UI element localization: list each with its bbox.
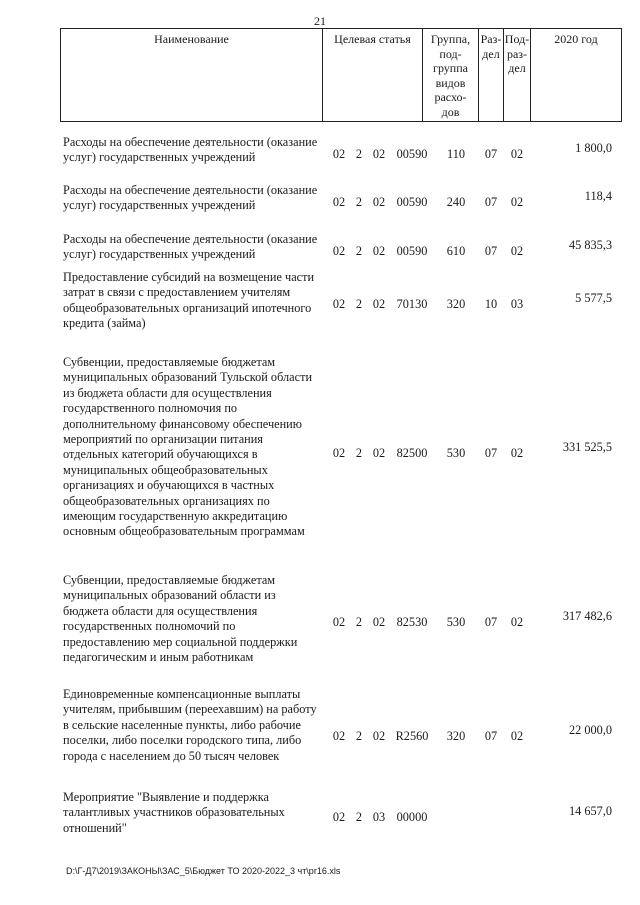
row-c2: 2 [355,195,363,209]
row-c3: 02 [372,244,386,258]
row-section: 07 [484,615,498,629]
row-section: 07 [484,446,498,460]
row-amount: 14 657,0 [568,804,612,818]
header-group-line: Группа, [430,32,471,46]
row-c4: 00000 [396,810,428,824]
table-row [60,687,620,779]
row-section: 07 [484,147,498,161]
row-c4: R2560 [395,729,429,743]
row-c3: 02 [372,615,386,629]
row-c2: 2 [355,810,363,824]
row-name: Субвенции, предоставляемые бюджетам муниципальных образований Тульской области из бюджета области для осуществления государственного полномочия по дополнительному финансовому обеспечению мероприятий по организации питания отдельных категорий обучающихся в муниципальных общеобразовательных организациях и обучающихся в частных общеобразовательных организациях по имеющим государственную аккредитацию основным общеобразовательным программам [63,355,313,539]
row-amount: 118,4 [584,189,612,203]
row-c1: 02 [332,446,346,460]
row-name: Мероприятие "Выявление и поддержка талантливых участников образовательных отношений" [63,790,285,835]
row-group: 530 [446,446,466,460]
table-row [60,790,620,838]
row-c2: 2 [355,297,363,311]
table-header [60,28,622,122]
row-c1: 02 [332,729,346,743]
row-c1: 02 [332,297,346,311]
header-name: Наименование [61,29,323,121]
row-c4: 82500 [396,446,428,460]
row-c3: 02 [372,729,386,743]
header-section [479,29,504,121]
row-section: 07 [484,244,498,258]
table-row [60,270,620,332]
row-c2: 2 [355,446,363,460]
table-row [60,573,620,665]
row-amount: 331 525,5 [562,440,612,454]
row-name: Расходы на обеспечение деятельности (оказание услуг) государственных учреждений [63,232,318,262]
row-c4: 82530 [396,615,428,629]
row-c3: 02 [372,297,386,311]
row-group: 610 [446,244,466,258]
row-name: Расходы на обеспечение деятельности (оказание услуг) государственных учреждений [63,135,318,165]
header-subsection-line: раз- [506,46,528,61]
row-c2: 2 [355,244,363,258]
row-subsection: 03 [510,297,524,311]
row-subsection: 02 [510,195,524,209]
row-section: 10 [484,297,498,311]
table-row [60,232,620,264]
row-c3: 02 [372,446,386,460]
row-subsection: 02 [510,244,524,258]
header-group-line: группа [433,61,468,75]
page-number: 21 [314,14,326,28]
row-subsection: 02 [510,147,524,161]
row-c3: 02 [372,147,386,161]
row-c1: 02 [332,195,346,209]
header-group-line: расхо- [434,90,467,104]
row-amount: 1 800,0 [575,141,612,155]
row-section: 07 [484,729,498,743]
header-subsection-line: дел [508,61,526,75]
row-group: 240 [446,195,466,209]
header-group [423,29,479,121]
header-subsection-line: Под- [504,32,530,46]
row-c1: 02 [332,810,346,824]
header-group-line: видов [435,75,466,90]
row-c4: 00590 [396,147,428,161]
header-section-line: Раз- [480,32,502,46]
table-row [60,355,620,545]
row-name: Субвенции, предоставляемые бюджетам муниципальных образований области из бюджета области для осуществления государственных полномочий по предоставлению мер социальной поддержки педагогическим и иным работникам [63,573,298,665]
row-group: 320 [446,297,466,311]
row-c1: 02 [332,147,346,161]
header-year: 2020 год [554,32,598,46]
row-name: Расходы на обеспечение деятельности (оказание услуг) государственных учреждений [63,183,318,213]
row-name: Единовременные компенсационные выплаты учителям, прибывшим (переехавшим) на работу в сельские населенные пункты, либо рабочие поселки, либо поселки городского типа, либо города с населением до 50 тысяч человек [63,687,317,763]
row-section: 07 [484,195,498,209]
row-c3: 03 [372,810,386,824]
row-amount: 317 482,6 [562,609,612,623]
row-c2: 2 [355,147,363,161]
header-group-line: под- [439,46,462,61]
row-subsection: 02 [510,446,524,460]
row-subsection: 02 [510,615,524,629]
row-group: 320 [446,729,466,743]
header-subsection [504,29,531,121]
row-c4: 00590 [396,195,428,209]
header-target: Целевая статья [323,29,423,121]
row-group: 110 [447,147,465,161]
row-c2: 2 [355,615,363,629]
table-row [60,183,620,215]
row-group: 530 [446,615,466,629]
header-group-line: дов [441,104,460,119]
row-c4: 00590 [396,244,428,258]
row-c1: 02 [332,615,346,629]
row-name: Предоставление субсидий на возмещение части затрат в связи с предоставлением учителям общеобразовательных организаций ипотечного кредита (займа) [63,270,315,331]
table-row [60,135,620,167]
row-c4: 70130 [396,297,428,311]
row-c1: 02 [332,244,346,258]
row-amount: 5 577,5 [575,291,612,305]
row-subsection: 02 [510,729,524,743]
row-amount: 22 000,0 [568,723,612,737]
row-c3: 02 [372,195,386,209]
header-section-line: дел [482,46,500,61]
row-c2: 2 [355,729,363,743]
file-path-footer: D:\Г-Д7\2019\ЗАКОНЫ\ЗАС_5\Бюджет ТО 2020-2022_3 чт\pr16.xls [66,866,341,876]
row-amount: 45 835,3 [568,238,612,252]
